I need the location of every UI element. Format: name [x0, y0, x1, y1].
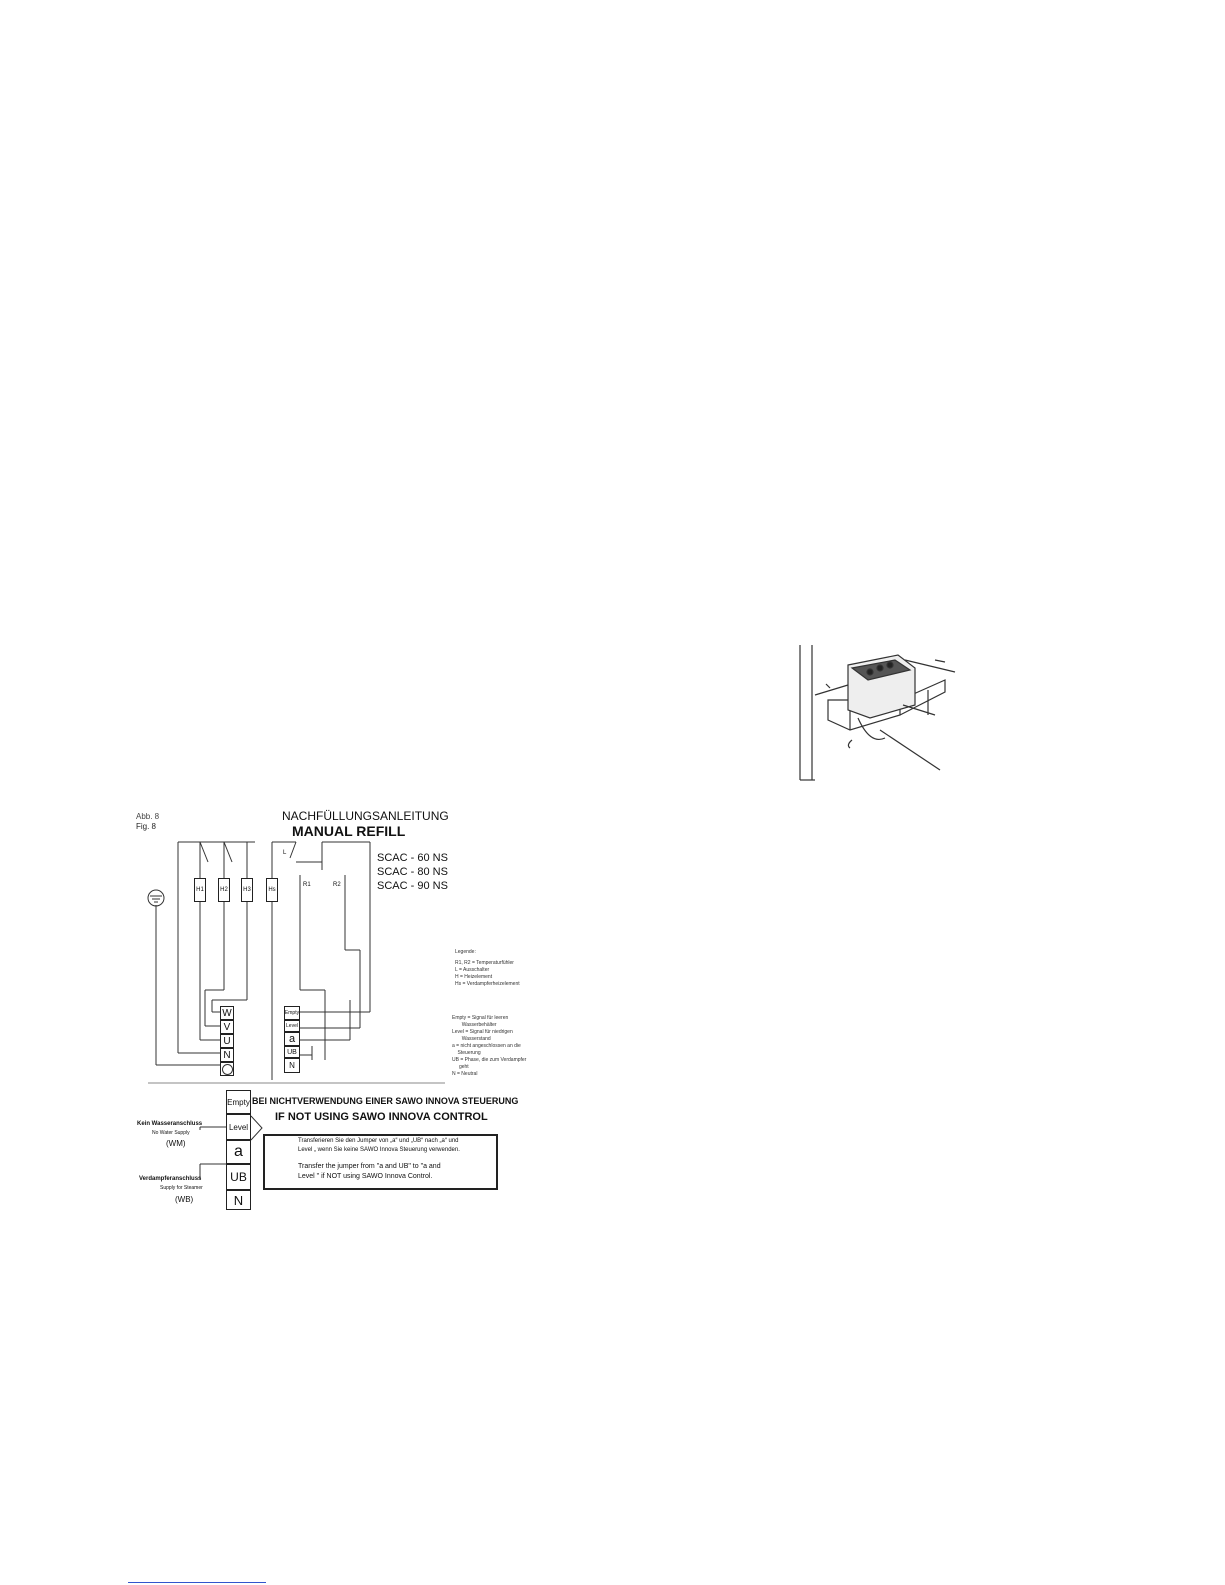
no-water-code: (WM)	[166, 1139, 186, 1148]
jumper-note-de-2: Level „ wenn Sie keine SAWO Innova Steuerung verwenden.	[298, 1147, 460, 1153]
jumper-note-en-2: Level " if NOT using SAWO Innova Control.	[298, 1173, 433, 1180]
model-label-90: SCAC - 90 NS	[377, 880, 448, 892]
figure-label-de: Abb. 8	[136, 812, 160, 821]
model-label-80: SCAC - 80 NS	[377, 866, 448, 878]
ground-icon	[222, 1064, 233, 1075]
jumper-note-en-1: Transfer the jumper from "a and UB" to "a and	[298, 1163, 441, 1170]
terminal-ub: UB	[284, 1046, 300, 1058]
heater-h1: H1	[194, 878, 206, 902]
lower-terminal-n: N	[226, 1190, 251, 1210]
lower-terminal-a: a	[226, 1140, 251, 1164]
legend-signal-5: a = nicht angeschlossen an die	[452, 1043, 521, 1049]
heater-hs: Hs	[266, 878, 278, 902]
jumper-note-de-1: Transferieren Sie den Jumper von „a“ und „UB“ nach „a“ und	[298, 1138, 459, 1144]
steamer-code: (WB)	[175, 1195, 194, 1204]
terminal-a: a	[284, 1032, 300, 1046]
sensor-r1-label: R1	[303, 882, 311, 888]
heater-h2: H2	[218, 878, 230, 902]
legend-signal-8: geht	[452, 1064, 469, 1070]
lower-terminal-empty: Empty	[226, 1090, 251, 1114]
footer-rule	[128, 1582, 266, 1583]
no-water-de: Kein Wasseranschluss	[137, 1121, 203, 1127]
legend-signal-7: UB = Phase, die zum Verdampfer	[452, 1057, 527, 1063]
sensor-r2-label: R2	[333, 882, 341, 888]
lower-heading-de: BEI NICHTVERWENDUNG EINER SAWO INNOVA STEUERUNG	[252, 1096, 519, 1106]
legend-signal-1: Empty = Signal für leeren	[452, 1015, 509, 1021]
diagram-title-en: MANUAL REFILL	[292, 823, 406, 839]
legend-signal-2: Wasserbehälter	[452, 1022, 497, 1028]
terminal-level: Level	[284, 1020, 300, 1032]
lower-heading-en: IF NOT USING SAWO INNOVA CONTROL	[275, 1111, 488, 1123]
steamer-de: Verdampferanschluss	[139, 1176, 202, 1182]
terminal-w: W	[220, 1006, 234, 1020]
legend-title: Legende:	[455, 949, 476, 955]
legend-line-3: H = Heizelement	[455, 974, 493, 980]
terminal-u: U	[220, 1034, 234, 1048]
legend-signal-3: Level = Signal für niedrigen	[452, 1029, 513, 1035]
terminal-v: V	[220, 1020, 234, 1034]
legend-line-1: R1, R2 = Temperaturfühler	[455, 960, 514, 966]
legend-signal-6: Steuerung	[452, 1050, 481, 1056]
model-label-60: SCAC - 60 NS	[377, 852, 448, 864]
terminal-ground	[220, 1062, 234, 1076]
terminal-n: N	[220, 1048, 234, 1062]
steamer-en: Supply for Steamer	[160, 1185, 203, 1191]
no-water-en: No Water Supply	[152, 1130, 190, 1136]
legend-signal-9: N = Neutral	[452, 1071, 478, 1077]
terminal-empty: Empty	[284, 1006, 300, 1020]
lower-terminal-ub: UB	[226, 1164, 251, 1190]
switch-l-label: L	[283, 850, 287, 856]
diagram-title-de: NACHFÜLLUNGSANLEITUNG	[282, 809, 449, 823]
legend-line-4: Hs = Verdampferheizelement	[455, 981, 520, 987]
figure-label-en: Fig. 8	[136, 822, 157, 831]
legend-line-2: L = Ausschalter	[455, 967, 490, 973]
heater-h3: H3	[241, 878, 253, 902]
terminal-n-right: N	[284, 1058, 300, 1073]
legend-signal-4: Wasserstand	[452, 1036, 491, 1042]
lower-terminal-level: Level	[226, 1114, 251, 1140]
